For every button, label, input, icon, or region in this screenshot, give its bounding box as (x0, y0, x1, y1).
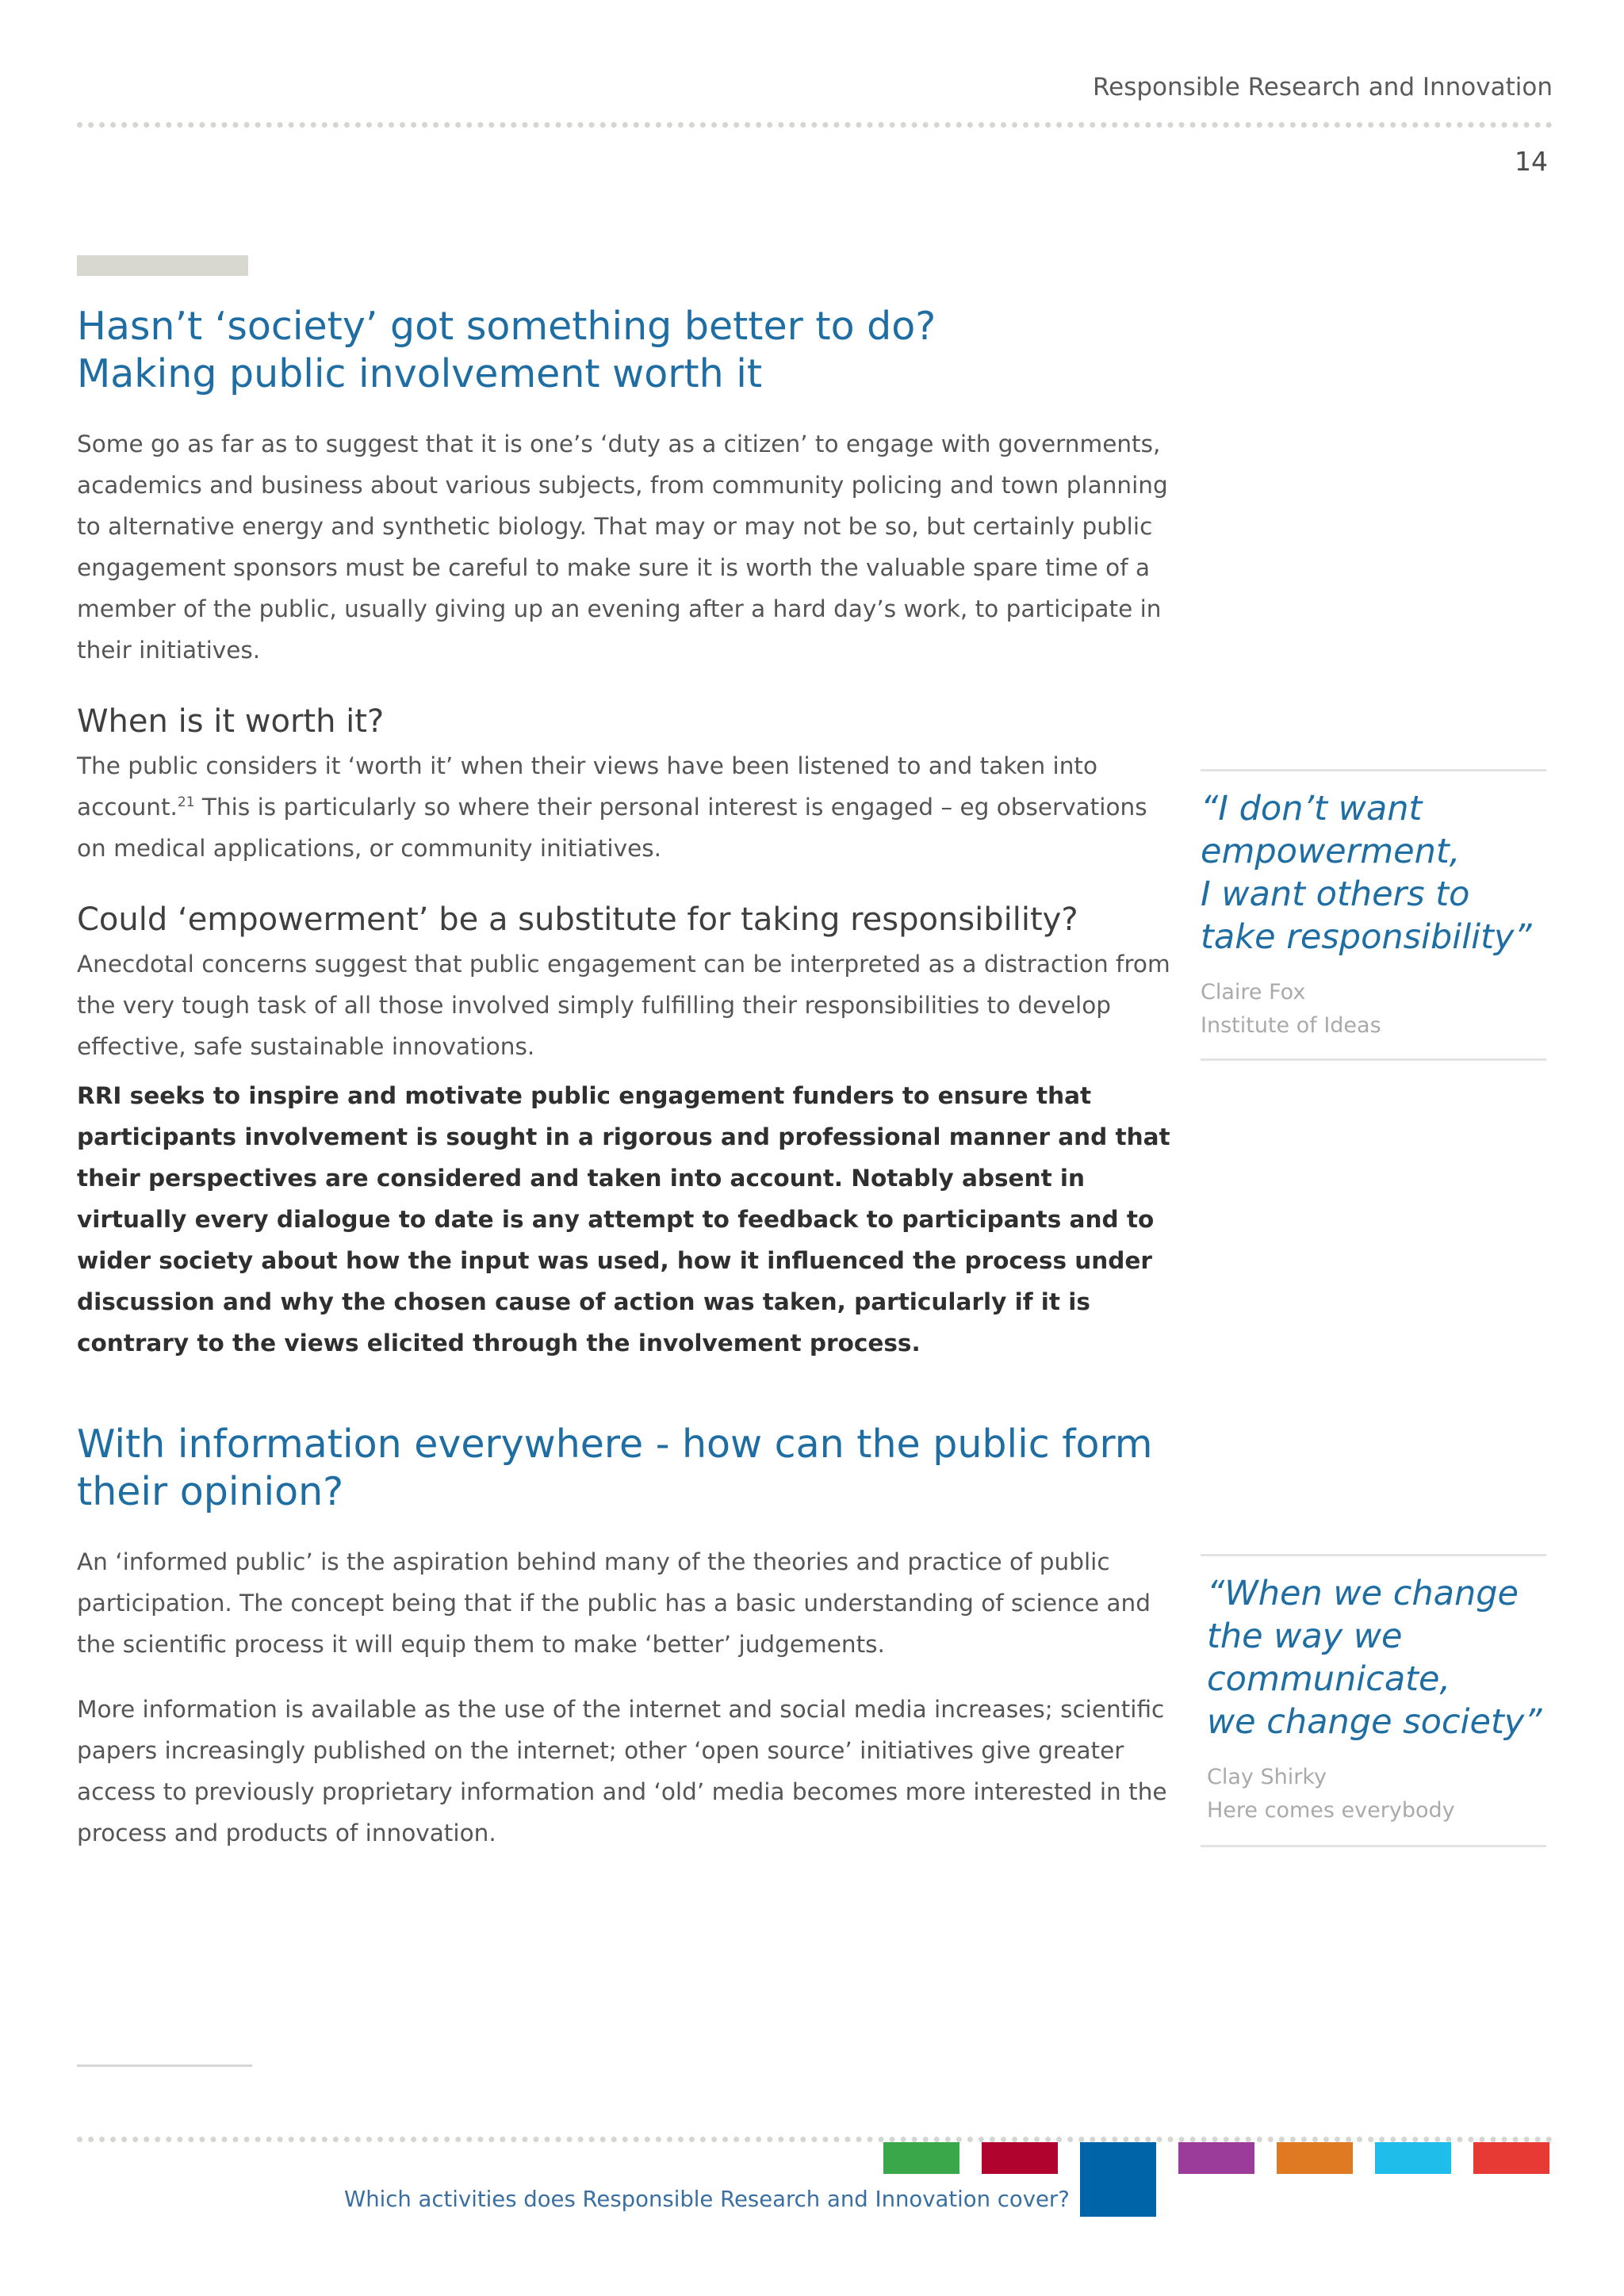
section-2-title (77, 1421, 1179, 1516)
pull-quote-2-text (1207, 1572, 1546, 1743)
activity-swatch-orange[interactable] (1277, 2142, 1353, 2174)
section-1-paragraph: Some go as far as to suggest that it is one’s ‘duty as a citizen’ to engage with governments, academics and business about various subjects, from community policing and town planning to alternative energy and synthetic biology. That may or may not be so, but certainly public engagement sponsors must be careful to make sure it is worth the valuable spare time of a member of the public, usually giving up an evening after a hard day’s work, to participate in their initiatives. (77, 430, 1168, 664)
section-2 (77, 1421, 1179, 1854)
pull-quote-1 (1201, 769, 1546, 1061)
pull-quote-1-author: Claire Fox (1201, 980, 1306, 1004)
pull-quote-2-line-3: communicate, (1207, 1659, 1451, 1699)
worth-it-text-part-1: The public considers it ‘worth it’ when their views have been listened to and taken into account. (77, 752, 1098, 821)
pull-quote-2-author: Clay Shirky (1207, 1765, 1327, 1789)
section-accent-bar (77, 255, 248, 276)
activity-swatch-purple[interactable] (1178, 2142, 1254, 2174)
pull-quote-1-line-4: take responsibility” (1201, 917, 1532, 957)
footnote-reference-21[interactable]: 21 (177, 794, 195, 811)
pull-quote-2-line-2: the way we (1207, 1617, 1403, 1656)
section-2-title-line-1: With information everywhere - how can the public form (77, 1422, 1153, 1467)
section-1-title (77, 303, 1179, 398)
subsection-worth-it-title: When is it worth it? (77, 703, 385, 740)
rri-bold-statement: RRI seeks to inspire and motivate public engagement funders to ensure that participants involvement is sought in a rigorous and professional manner and that their perspectives are considered and taken into account. Notably absent in virtually every dialogue to date is any attempt to feedback to participants and to wider society about how the input was used, how it influenced the process under discussion and why the chosen cause of action was taken, particularly if it is contrary to the views elicited through the involvement process. (77, 1082, 1170, 1357)
pull-quote-1-line-3: I want others to (1201, 874, 1470, 914)
section-1 (77, 303, 1179, 1364)
pull-quote-2-source: Here comes everybody (1207, 1798, 1455, 1823)
header-dotted-divider (77, 122, 1553, 128)
activity-swatch-red[interactable] (1473, 2142, 1549, 2174)
section-1-title-line-2: Making public involvement worth it (77, 351, 763, 396)
section-2-paragraph-2: More information is available as the use of the internet and social media increases; scientific papers increasingly published on the internet; other ‘open source’ initiatives give greater access to previously proprietary information and ‘old’ media becomes more interested in the process and products of innovation. (77, 1696, 1167, 1846)
footnote-rule (77, 2064, 252, 2067)
pull-quote-1-source: Institute of Ideas (1201, 1013, 1381, 1038)
footer-dotted-divider (77, 2137, 1553, 2142)
pull-quote-1-text (1201, 787, 1546, 959)
activity-swatch-cyan[interactable] (1375, 2142, 1451, 2174)
pull-quote-1-line-2: empowerment, (1201, 832, 1461, 871)
activity-swatch-green[interactable] (883, 2142, 959, 2174)
footer-question-link[interactable]: Which activities does Responsible Research and Innovation cover? (344, 2187, 1070, 2212)
activity-swatch-blue-selected[interactable] (1080, 2142, 1156, 2217)
pull-quote-2 (1201, 1554, 1546, 1847)
subsection-empowerment-paragraph: Anecdotal concerns suggest that public engagement can be interpreted as a distraction from the very tough task of all those involved simply fulfilling their responsibilities to develop effective, safe sustainable innovations. (77, 951, 1170, 1060)
activity-swatch-crimson[interactable] (982, 2142, 1058, 2174)
pull-quote-2-line-1: “When we change (1207, 1574, 1519, 1613)
running-title: Responsible Research and Innovation (1093, 73, 1553, 101)
section-2-paragraph-1: An ‘informed public’ is the aspiration behind many of the theories and practice of public participation. The concept being that if the public has a basic understanding of science and the scientific process it will equip them to make ‘better’ judgements. (77, 1548, 1151, 1658)
section-2-title-line-2: their opinion? (77, 1469, 344, 1514)
subsection-empowerment-title: Could ‘empowerment’ be a substitute for taking responsibility? (77, 901, 1078, 938)
page-number: 14 (1515, 146, 1548, 177)
worth-it-text-part-2: This is particularly so where their personal interest is engaged – eg observations on medical applications, or community initiatives. (77, 794, 1147, 862)
subsection-worth-it-paragraph (77, 745, 1179, 869)
section-1-title-line-1: Hasn’t ‘society’ got something better to do? (77, 304, 936, 349)
pull-quote-2-line-4: we change society” (1207, 1702, 1542, 1742)
pull-quote-1-line-1: “I don’t want (1201, 789, 1423, 828)
